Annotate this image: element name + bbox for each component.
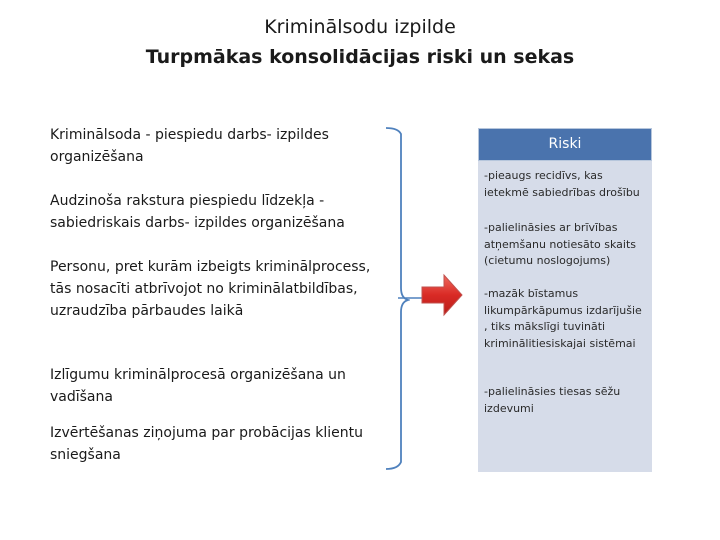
risk-item: -pieaugs recidīvs, kas ietekmē sabiedrības drošību — [484, 169, 640, 199]
title-line-1: Kriminālsodu izpilde — [264, 16, 456, 38]
right-arrow-icon — [396, 270, 464, 320]
activity-item: Izlīgumu kriminālprocesā organizēšana un vadīšana — [50, 367, 346, 405]
activity-item: Kriminālsoda - piespiedu darbs- izpildes organizēšana — [50, 127, 329, 165]
activity-item: Audzinoša rakstura piespiedu līdzekļa - sabiedriskais darbs- izpildes organizēšana — [50, 193, 345, 231]
risks-header: Riski — [478, 128, 652, 161]
title-line-2: Turpmākas konsolidācijas riski un sekas — [145, 46, 575, 68]
activity-item: Izvērtēšanas ziņojuma par probācijas klientu sniegšana — [50, 425, 363, 463]
activity-item: Personu, pret kurām izbeigts kriminālprocess, tās nosacīti atbrīvojot no kriminālatbildības, uzraudzība pārbaudes laikā — [50, 259, 371, 319]
risk-item: -palielināsies ar brīvības atņemšanu notiesāto skaits (cietumu noslogojums) — [484, 221, 637, 267]
risk-item: -palielināsies tiesas sēžu izdevumi — [484, 385, 621, 415]
risk-item: -mazāk bīstamus likumpārkāpumus izdarījušie , tiks mākslīgi tuvināti kriminālitiesiskajai sistēmai — [484, 287, 642, 350]
risks-panel — [478, 128, 652, 472]
